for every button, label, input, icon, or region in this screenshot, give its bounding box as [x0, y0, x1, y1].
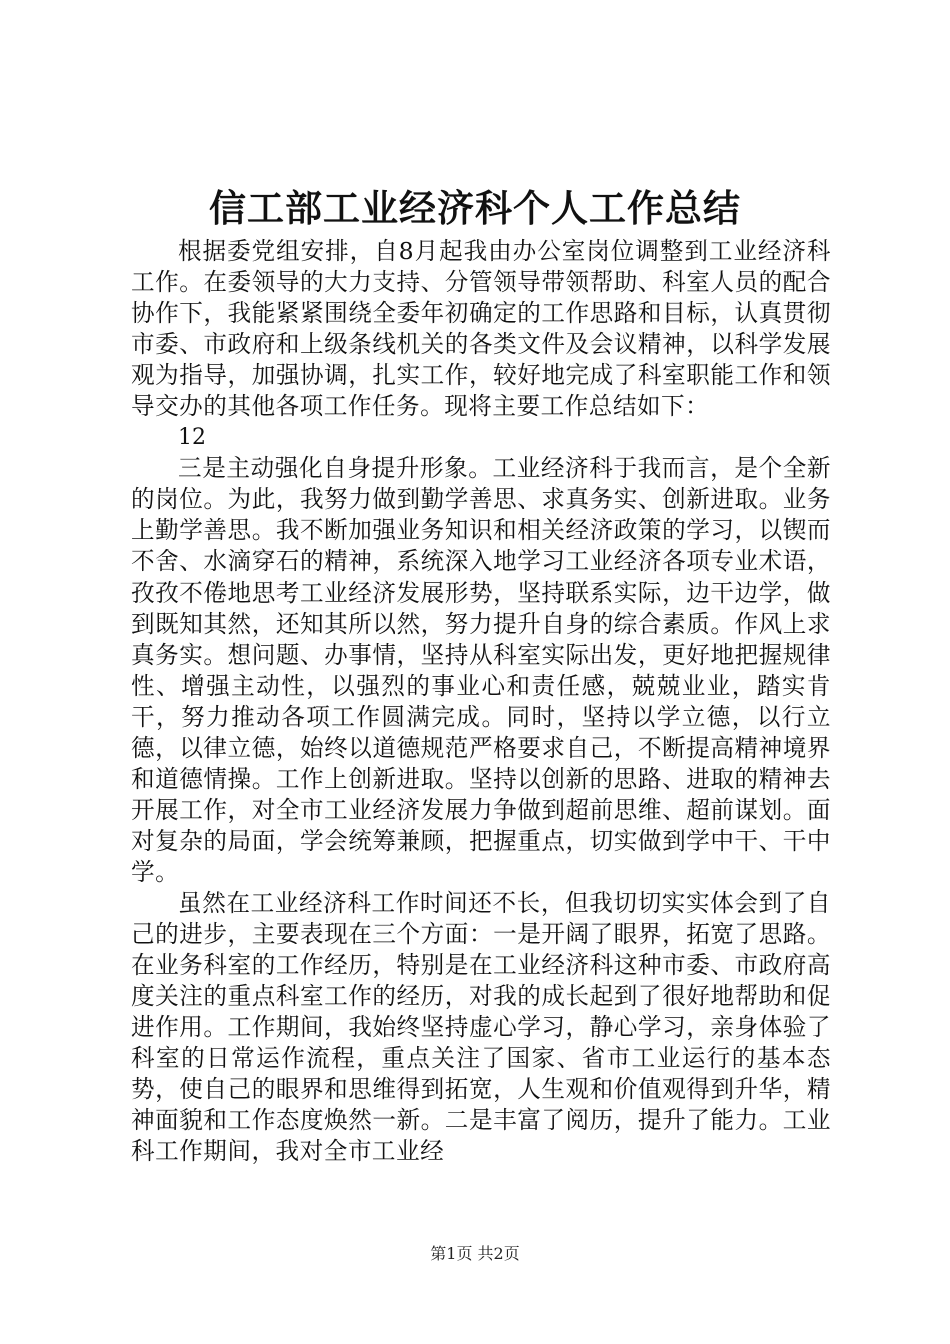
document-body — [131, 236, 831, 1167]
section-number: 12 — [178, 425, 206, 451]
paragraph-self-improvement: 三是主动强化自身提升形象。工业经济科于我而言，是个全新的岗位。为此，我努力做到勤学善思、求真务实、创新进取。业务上勤学善思。我不断加强业务知识和相关经济政策的学习，以锲而不舍、水滴穿石的精神，系统深入地学习工业经济各项专业术语，孜孜不倦地思考工业经济发展形势，坚持联系实际，边干边学，做到既知其然，还知其所以然，努力提升自身的综合素质。作风上求真务实。想问题、办事情，坚持从科室实际出发，更好地把握规律性、增强主动性，以强烈的事业心和责任感，兢兢业业，踏实肯干，努力推动各项工作圆满完成。同时，坚持以学立德，以行立德，以律立德，始终以道德规范严格要求自己，不断提高精神境界和道德情操。工作上创新进取。坚持以创新的思路、进取的精神去开展工作，对全市工业经济发展力争做到超前思维、超前谋划。面对复杂的局面，学会统筹兼顾，把握重点，切实做到学中干、干中学。 — [131, 454, 831, 886]
document-title: 信工部工业经济科个人工作总结 — [209, 186, 741, 230]
paragraph-progress: 虽然在工业经济科工作时间还不长，但我切切实实体会到了自己的进步，主要表现在三个方面：一是开阔了眼界，拓宽了思路。在业务科室的工作经历，特别是在工业经济科这种市委、市政府高度关注的重点科室工作的经历，对我的成长起到了很好地帮助和促进作用。工作期间，我始终坚持虚心学习，静心学习，亲身体验了科室的日常运作流程，重点关注了国家、省市工业运行的基本态势，使自己的眼界和思维得到拓宽，人生观和价值观得到升华，精神面貌和工作态度焕然一新。二是丰富了阅历，提升了能力。工业科工作期间，我对全市工业经 — [131, 888, 831, 1166]
paragraph-intro: 根据委党组安排，自8月起我由办公室岗位调整到工业经济科工作。在委领导的大力支持、分管领导带领帮助、科室人员的配合协作下，我能紧紧围绕全委年初确定的工作思路和目标，认真贯彻市委、市政府和上级条线机关的各类文件及会议精神，以科学发展观为指导，加强协调，扎实工作，较好地完成了科室职能工作和领导交办的其他各项工作任务。现将主要工作总结如下： — [131, 237, 831, 421]
page-footer: 第1页 共2页 — [430, 1244, 520, 1263]
